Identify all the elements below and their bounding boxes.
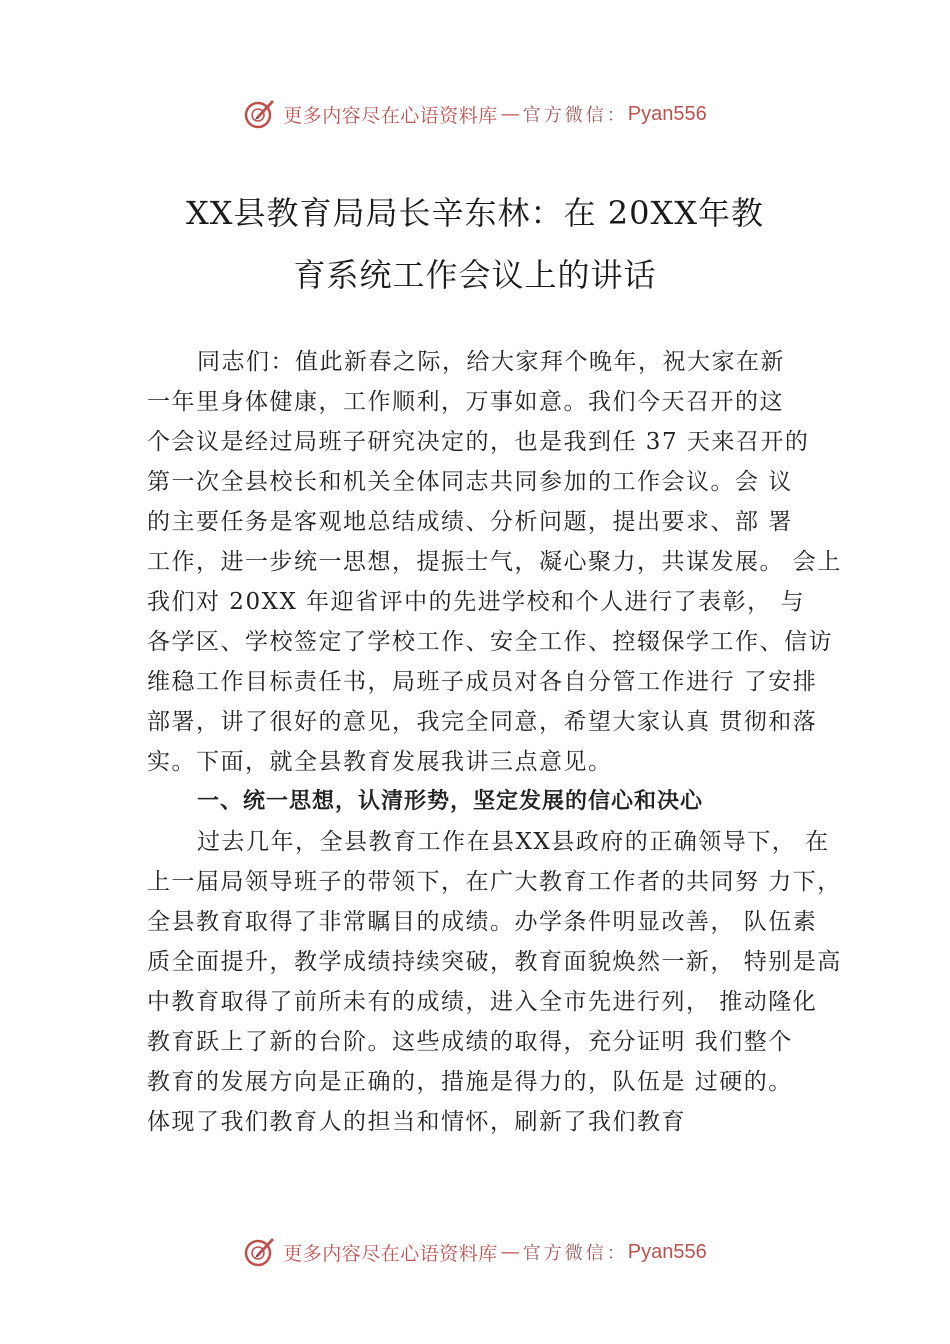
body-line: 教育的发展方向是正确的，措施是得力的，队伍是 过硬的。 bbox=[147, 1069, 793, 1095]
banner-separator: — bbox=[500, 103, 520, 125]
banner-text: 更多内容尽在心语资料库 bbox=[283, 104, 498, 127]
banner-text: 更多内容尽在心语资料库 bbox=[283, 1242, 498, 1265]
footer-watermark-banner bbox=[0, 1232, 950, 1272]
banner-wechat-label: 官方微信： bbox=[522, 1243, 628, 1264]
body-line: 一年里身体健康，工作顺利，万事如意。我们今天召开的这 bbox=[147, 389, 784, 415]
body-line: 体现了我们教育人的担当和情怀，刷新了我们教育 bbox=[147, 1109, 686, 1135]
section-heading: 一、统一思想，认清形势，坚定发展的信心和决心 bbox=[197, 789, 704, 814]
document-title-line-1: XX县教育局局长辛东林：在 20XX年教 bbox=[185, 194, 765, 232]
body-line: 同志们：值此新春之际，给大家拜个晚年，祝大家在新 bbox=[197, 349, 785, 375]
body-line: 我们对 20XX 年迎省评中的先进学校和个人进行了表彰， 与 bbox=[147, 589, 805, 615]
body-line: 各学区、学校签定了学校工作、安全工作、控辍保学工作、信访 bbox=[147, 629, 833, 655]
body-line: 个会议是经过局班子研究决定的，也是我到任 37 天来召开的 bbox=[147, 429, 810, 455]
banner-separator: — bbox=[500, 1241, 520, 1263]
document-title-line-2: 育系统工作会议上的讲话 bbox=[293, 256, 657, 294]
body-line: 第一次全县校长和机关全体同志共同参加的工作会议。会 议 bbox=[147, 469, 793, 495]
body-line: 工作，进一步统一思想，提振士气，凝心聚力，共谋发展。 会上 bbox=[147, 549, 842, 575]
body-line: 维稳工作目标责任书，局班子成员对各自分管工作进行 了安排 bbox=[147, 669, 818, 695]
body-line: 教育跃上了新的台阶。这些成绩的取得，充分证明 我们整个 bbox=[147, 1029, 793, 1055]
document-body bbox=[147, 342, 842, 1142]
quill-pen-seal-icon bbox=[243, 97, 277, 131]
banner-wechat-id: Pyan556 bbox=[627, 1240, 707, 1263]
body-line: 全县教育取得了非常瞩目的成绩。办学条件明显改善， 队伍素 bbox=[147, 909, 818, 935]
body-line: 上一届局领导班子的带领下，在广大教育工作者的共同努 力下， bbox=[147, 869, 842, 895]
header-watermark-banner bbox=[0, 94, 950, 134]
body-line: 中教育取得了前所未有的成绩，进入全市先进行列， 推动隆化 bbox=[147, 989, 818, 1015]
body-line: 质全面提升，教学成绩持续突破，教育面貌焕然一新， 特别是高 bbox=[147, 949, 842, 975]
body-line: 实。下面，就全县教育发展我讲三点意见。 bbox=[147, 749, 613, 775]
quill-pen-seal-icon bbox=[243, 1235, 277, 1269]
banner-wechat-id: Pyan556 bbox=[627, 102, 707, 125]
body-line: 过去几年，全县教育工作在县XX县政府的正确领导下， 在 bbox=[197, 829, 830, 855]
body-line: 部署，讲了很好的意见，我完全同意，希望大家认真 贯彻和落 bbox=[147, 709, 818, 735]
body-line: 的主要任务是客观地总结成绩、分析问题，提出要求、部 署 bbox=[147, 509, 793, 535]
banner-wechat-label: 官方微信： bbox=[522, 105, 628, 126]
